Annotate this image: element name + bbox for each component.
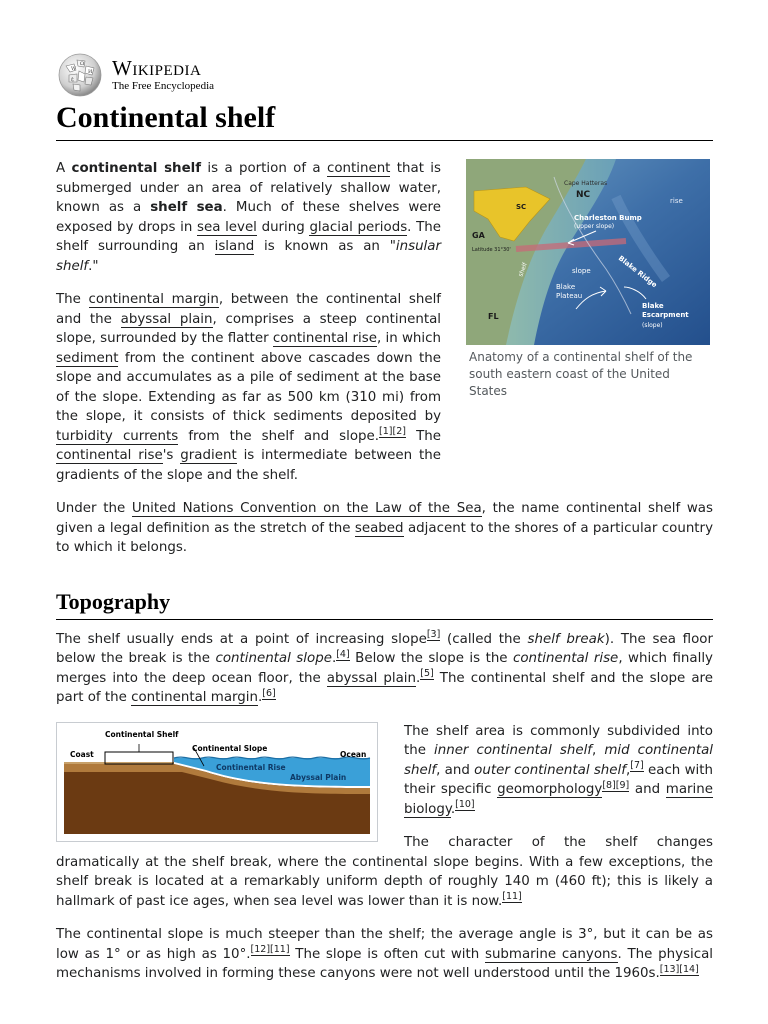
link-sea-level[interactable]: sea level bbox=[196, 219, 257, 235]
citation-5[interactable]: [5] bbox=[420, 668, 434, 680]
topography-body bbox=[56, 722, 713, 984]
intro-section bbox=[56, 159, 713, 485]
map-label-rise: rise bbox=[670, 197, 683, 205]
citation-8[interactable]: [8] bbox=[602, 779, 616, 791]
map-label-blake-escarpment-1: Blake bbox=[642, 302, 664, 310]
link-unclos[interactable]: United Nations Convention on the Law of the Sea bbox=[131, 501, 482, 516]
citation-6[interactable]: [6] bbox=[262, 687, 276, 699]
bold-term: shelf sea bbox=[150, 200, 223, 215]
map-label-blake-ridge: Blake Ridge bbox=[616, 254, 659, 290]
wordmark: Wikipedia bbox=[112, 56, 202, 80]
map-label-escarpment-slope: (slope) bbox=[642, 322, 663, 329]
link-gradient[interactable]: gradient bbox=[180, 448, 237, 463]
diagram-label-continental-slope: Continental Slope bbox=[192, 743, 268, 753]
map-label-nc: NC bbox=[576, 190, 591, 200]
intro-paragraph-1: A continental shelf is a portion of a continent that is submerged under an area of relatively shallow water, known as a shelf sea. Much of these shelves were exposed by drops in sea level during glacial periods. The shelf surrounding an island is known as an "insular shelf." bbox=[56, 161, 441, 274]
page-title: Continental shelf bbox=[56, 100, 713, 141]
map-label-ga: GA bbox=[472, 231, 485, 240]
shelf-profile-diagram[interactable] bbox=[56, 722, 378, 842]
link-island[interactable]: island bbox=[214, 239, 255, 254]
figure-map bbox=[466, 159, 710, 400]
intro-paragraph-2: The continental margin, between the continental shelf and the abyssal plain, comprises a steep continental slope, surrounded by the flatter continental rise, in which sediment from the continent above cascades down the slope and accumulates as a pile of sediment at the base of the slope. Extending as far as 500 km (310 mi) from the slope, it consists of thick sediments deposited by turbidity currents from the shelf and slope.[1][2] The continental rise's gradient is intermediate between the gradients of the slope and the shelf. bbox=[56, 292, 442, 483]
map-label-slope: slope bbox=[572, 267, 591, 275]
topography-paragraph-2: The shelf area is commonly subdivided into the inner continental shelf, mid continental shelf, and outer continental shelf,[7] each with their specific geomorphology[8][9] and marine biology.[10] bbox=[404, 723, 713, 817]
link-turbidity-currents[interactable]: turbidity currents bbox=[56, 428, 179, 444]
wikipedia-globe-icon bbox=[56, 52, 104, 98]
citation-11[interactable]: [11] bbox=[502, 891, 522, 903]
map-label-upper-slope: (upper slope) bbox=[574, 223, 615, 230]
citation-10[interactable]: [10] bbox=[455, 799, 475, 811]
citation-1[interactable]: [1] bbox=[379, 426, 393, 438]
section-heading-topography: Topography bbox=[56, 588, 713, 620]
link-continental-rise-2[interactable]: continental rise bbox=[56, 448, 163, 463]
link-submarine-canyons[interactable]: submarine canyons bbox=[484, 946, 618, 962]
diagram-label-continental-rise: Continental Rise bbox=[216, 762, 286, 772]
figure-caption: Anatomy of a continental shelf of the south eastern coast of the United States bbox=[469, 350, 693, 398]
link-continental-margin[interactable]: continental margin bbox=[88, 292, 219, 307]
citation-14[interactable]: [14] bbox=[679, 963, 699, 975]
tagline: The Free Encyclopedia bbox=[112, 80, 215, 92]
link-glacial-periods[interactable]: glacial periods bbox=[309, 219, 408, 235]
topography-section bbox=[56, 588, 713, 984]
intro-paragraph-3: Under the United Nations Convention on the Law of the Sea, the name continental shelf was given a legal definition as the stretch of the seabed adjacent to the shores of a particular country to which it belongs. bbox=[56, 501, 713, 555]
topography-paragraph-1: The shelf usually ends at a point of increasing slope[3] (called the shelf break). The sea floor below the break is the continental slope.[4] Below the slope is the continental rise, which finally merges into the deep ocean floor, the abyssal plain.[5] The continental shelf and the slope are part of the continental margin.[6] bbox=[56, 629, 714, 705]
map-label-fl: FL bbox=[488, 312, 499, 321]
citation-12[interactable]: [12] bbox=[250, 944, 271, 956]
diagram-label-coast: Coast bbox=[70, 749, 94, 759]
figure-diagram bbox=[56, 722, 378, 842]
link-continent[interactable]: continent bbox=[326, 161, 391, 176]
citation-7[interactable]: [7] bbox=[630, 760, 644, 772]
citation-2[interactable]: [2] bbox=[392, 426, 406, 438]
map-label-latitude: Latitude 31°30' bbox=[472, 247, 511, 253]
link-continental-rise[interactable]: continental rise bbox=[272, 331, 377, 346]
map-label-blake-escarpment-2: Escarpment bbox=[642, 311, 689, 319]
bold-term: continental shelf bbox=[71, 161, 202, 176]
link-sediment[interactable]: sediment bbox=[56, 350, 119, 366]
map-label-sc: SC bbox=[516, 203, 527, 211]
link-geomorphology[interactable]: geomorphology bbox=[497, 782, 603, 797]
citation-4[interactable]: [4] bbox=[336, 648, 350, 660]
wikipedia-logo[interactable] bbox=[56, 52, 713, 98]
link-seabed[interactable]: seabed bbox=[354, 520, 404, 536]
shelf-anatomy-map[interactable] bbox=[466, 159, 710, 345]
diagram-label-continental-shelf: Continental Shelf bbox=[105, 729, 179, 739]
svg-text:Ω: Ω bbox=[80, 61, 85, 67]
topography-paragraph-3: The character of the shelf changes dramatically at the shelf break, where the continental slope begins. With a few exceptions, the shelf break is located at a remarkably uniform depth of roughly 140 m (460 ft); this is likely a hallmark of past ice ages, when sea level was lower than it is now.[11] bbox=[56, 835, 713, 909]
citation-3[interactable]: [3] bbox=[426, 629, 441, 641]
map-label-charleston-bump: Charleston Bump bbox=[574, 214, 642, 222]
map-label-shelf: shelf bbox=[517, 261, 529, 278]
link-abyssal-plain[interactable]: abyssal plain bbox=[120, 311, 213, 327]
link-abyssal-plain-2[interactable]: abyssal plain bbox=[326, 670, 416, 686]
diagram-label-ocean: Ocean bbox=[340, 749, 367, 759]
citation-11b[interactable]: [11] bbox=[270, 944, 290, 956]
link-continental-margin-2[interactable]: continental margin bbox=[131, 690, 259, 705]
svg-text:W: W bbox=[71, 66, 77, 72]
map-label-blake-plateau-1: Blake bbox=[556, 283, 576, 291]
topography-paragraph-4: The continental slope is much steeper than the shelf; the average angle is 3°, but it can be as low as 1° or as high as 10°.[12][11] The slope is often cut with submarine canyons. The physical mechanisms involved in forming these canyons were not well understood until the 1960s.[13][14] bbox=[56, 927, 713, 981]
svg-text:И: И bbox=[88, 69, 93, 75]
map-label-blake-plateau-2: Plateau bbox=[556, 292, 583, 300]
link-marine-biology[interactable]: marine biology bbox=[404, 782, 713, 817]
svg-text:ع: ع bbox=[71, 76, 74, 82]
citation-9[interactable]: [9] bbox=[615, 779, 630, 791]
map-label-cape-hatteras: Cape Hatteras bbox=[564, 180, 608, 187]
diagram-label-abyssal-plain: Abyssal Plain bbox=[290, 772, 347, 782]
article bbox=[56, 52, 713, 984]
citation-13[interactable]: [13] bbox=[659, 963, 680, 975]
